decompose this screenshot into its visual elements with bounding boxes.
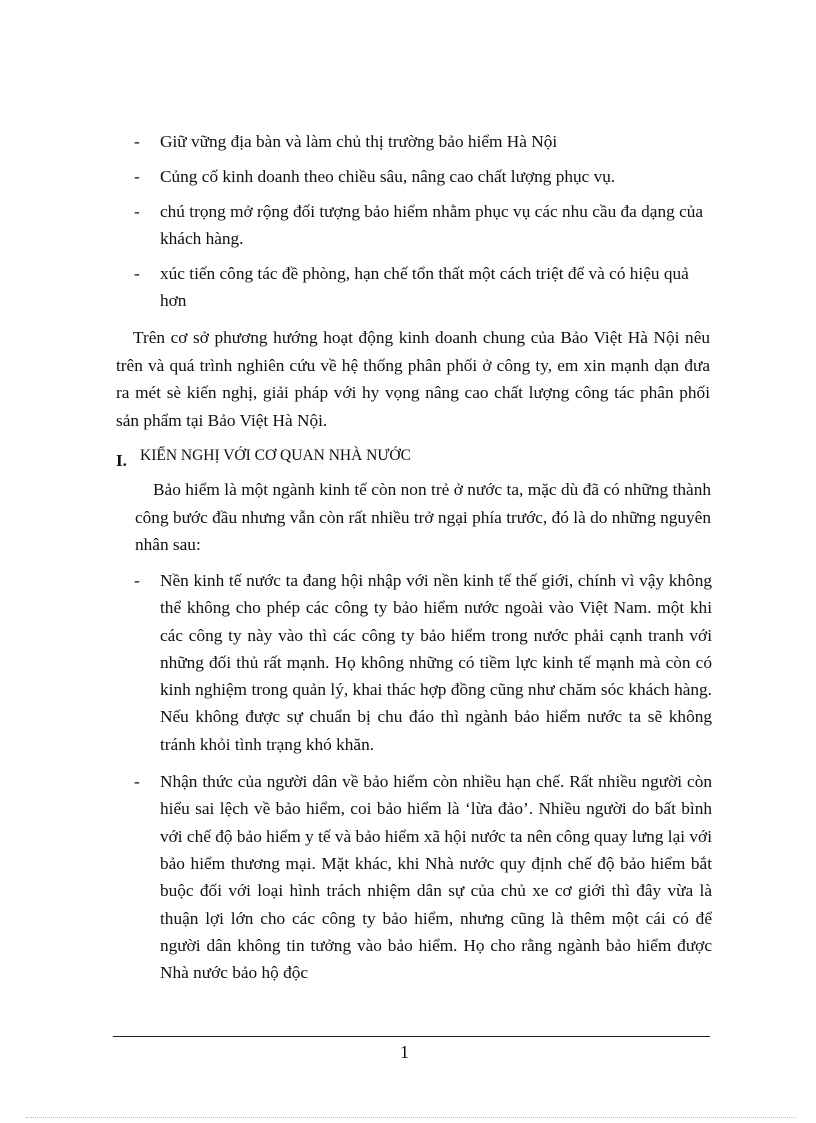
bullet-text: xúc tiến công tác đề phòng, hạn chế tổn thất một cách triệt để và có hiệu quả hơn bbox=[160, 264, 689, 310]
section-title: KIẾN NGHỊ VỚI CƠ QUAN NHÀ NƯỚC bbox=[140, 447, 411, 464]
list-item bbox=[134, 260, 714, 314]
section-heading bbox=[116, 444, 716, 470]
page-number: 1 bbox=[400, 1042, 409, 1062]
intro-bullet-list bbox=[134, 128, 714, 322]
list-item bbox=[134, 163, 714, 190]
bullet-dash: - bbox=[134, 202, 140, 221]
bullet-text: chú trọng mở rộng đối tượng bảo hiểm nhằm phục vụ các nhu cầu đa dạng của khách hàng. bbox=[160, 202, 704, 248]
body-paragraph: Bảo hiểm là một ngành kinh tế còn non trẻ ở nước ta, mặc dù đã có những thành công bước đầu nhưng vẫn còn rất nhiều trở ngại phía trước, đó là do những nguyên nhân sau: bbox=[135, 480, 711, 554]
body-paragraph: Trên cơ sở phương hướng hoạt động kinh doanh chung của Bảo Việt Hà Nội nêu trên và quá trình nghiên cứu về hệ thống phân phối ở công ty, em xin mạnh dạn đưa ra mét sè kiến nghị, giải pháp với hy vọng nâng cao chất lượng công tác phân phối sản phẩm tại Bảo Việt Hà Nội. bbox=[116, 328, 710, 430]
bullet-dash: - bbox=[134, 264, 140, 283]
bullet-text: Giữ vững địa bàn và làm chủ thị trường bảo hiểm Hà Nội bbox=[160, 132, 558, 151]
section-number: I. bbox=[116, 451, 127, 470]
bullet-text: Củng cố kinh doanh theo chiều sâu, nâng cao chất lượng phục vụ. bbox=[160, 167, 616, 186]
list-item bbox=[134, 128, 714, 155]
page-bottom-border bbox=[26, 1117, 796, 1118]
footer-divider bbox=[113, 1036, 710, 1037]
bullet-dash: - bbox=[134, 167, 140, 186]
list-item bbox=[134, 567, 712, 758]
bullet-text: Nền kinh tế nước ta đang hội nhập với nền kinh tế thế giới, chính vì vậy không thể không cho phép các công ty bảo hiểm nước ngoài vào Việt Nam. một khi các công ty này vào thì các công ty bảo hiểm trong nước phải cạnh tranh với những đối thủ rất mạnh. Họ không những có tiềm lực kinh tế mạnh mà còn có kinh nghiệm trong quản lý, khai thác hợp đồng cũng như chăm sóc khách hàng. Nếu không được sự chuẩn bị chu đáo thì ngành bảo hiểm nước ta sẽ không tránh khỏi tình trạng khó khăn. bbox=[160, 571, 712, 754]
list-item bbox=[134, 768, 712, 986]
bullet-text: Nhận thức của người dân về bảo hiểm còn nhiều hạn chế. Rất nhiều người còn hiểu sai lệch về bảo hiểm, coi bảo hiểm là ‘lừa đảo’. Nhiều người do bất bình với chế độ bảo hiểm y tế và bảo hiểm xã hội nước ta nên công quay lưng lại với bảo hiểm thương mại. Mặt khác, khi Nhà nước quy định chế độ bảo hiểm bắt buộc đối với loại hình trách nhiệm dân sự của chủ xe cơ giới thì đây vừa là thuận lợi lớn cho các công ty bảo hiểm, nhưng cũng là thêm một cái có để người dân không tin tưởng vào bảo hiểm. Họ cho rằng ngành bảo hiểm được Nhà nước bảo hộ độc bbox=[160, 772, 712, 983]
section-bullet-list bbox=[134, 567, 712, 996]
bullet-dash: - bbox=[134, 772, 140, 792]
bullet-dash: - bbox=[134, 571, 140, 590]
bullet-dash: - bbox=[134, 132, 140, 151]
list-item bbox=[134, 198, 714, 252]
